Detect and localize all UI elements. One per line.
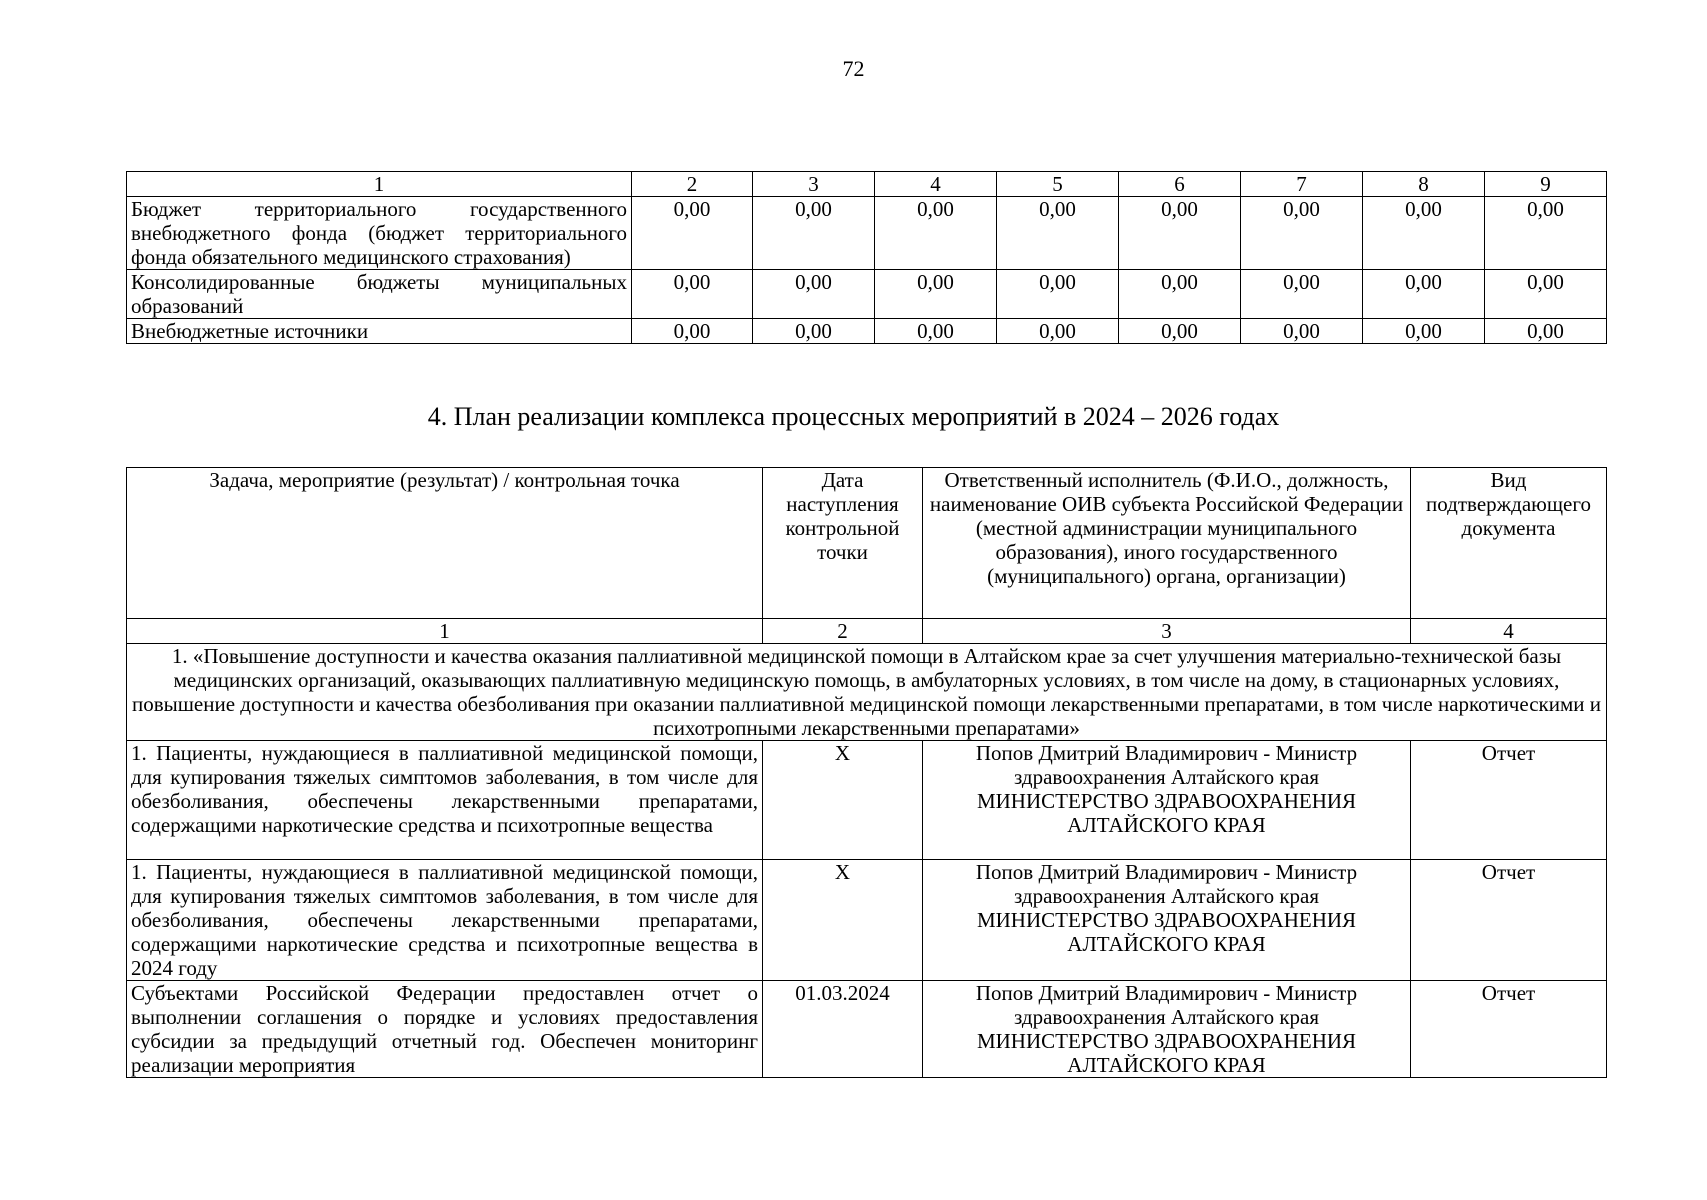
plan-header-row <box>127 468 1607 619</box>
amount-cell: 0,00 <box>997 270 1119 319</box>
column-number: 4 <box>1411 619 1607 644</box>
table-row <box>127 981 1607 1078</box>
responsible-org: МИНИСТЕРСТВО ЗДРАВООХРАНЕНИЯ АЛТАЙСКОГО КРАЯ <box>976 789 1357 837</box>
amount-cell: 0,00 <box>632 270 753 319</box>
document-cell: Отчет <box>1411 981 1607 1078</box>
amount-cell: 0,00 <box>1485 270 1607 319</box>
responsible-person: Попов Дмитрий Владимирович - Министр здравоохранения Алтайского края <box>975 860 1358 908</box>
column-number: 7 <box>1241 172 1363 197</box>
responsible-org: МИНИСТЕРСТВО ЗДРАВООХРАНЕНИЯ АЛТАЙСКОГО КРАЯ <box>976 908 1357 956</box>
column-number: 4 <box>875 172 997 197</box>
amount-cell: 0,00 <box>1241 319 1363 344</box>
funding-source: Бюджет территориального государственного внебюджетного фонда (бюджет территориального фонда обязательного медицинского страхования) <box>127 197 632 270</box>
header-document: Вид подтверждающего документа <box>1411 468 1607 619</box>
date-cell: 01.03.2024 <box>763 981 923 1078</box>
table-row <box>127 197 1607 270</box>
header-task: Задача, мероприятие (результат) / контрольная точка <box>127 468 763 619</box>
amount-cell: 0,00 <box>1119 319 1241 344</box>
header-responsible: Ответственный исполнитель (Ф.И.О., должность, наименование ОИВ субъекта Российской Федерации (местной администрации муниципального образования), иного государственного (муниципального) органа, организации) <box>923 468 1411 619</box>
table-row <box>127 741 1607 860</box>
amount-cell: 0,00 <box>632 197 753 270</box>
amount-cell: 0,00 <box>875 319 997 344</box>
responsible-org: МИНИСТЕРСТВО ЗДРАВООХРАНЕНИЯ АЛТАЙСКОГО КРАЯ <box>976 1029 1357 1077</box>
amount-cell: 0,00 <box>1119 270 1241 319</box>
responsible-cell <box>923 981 1411 1078</box>
budget-table <box>126 171 1607 344</box>
amount-cell: 0,00 <box>875 270 997 319</box>
document-cell: Отчет <box>1411 741 1607 860</box>
task-description: 1. «Повышение доступности и качества оказания паллиативной медицинской помощи в Алтайском крае за счет улучшения материально-технической базы медицинских организаций, оказывающих паллиативную медицинскую помощь, в амбулаторных условиях, в том числе на дому, в стационарных условиях, повышение доступности и качества обезболивания при оказании паллиативной медицинской помощи лекарственными препаратами, в том числе наркотическими и психотропными лекарственными препаратами» <box>127 644 1607 741</box>
amount-cell: 0,00 <box>753 270 875 319</box>
column-number: 2 <box>632 172 753 197</box>
date-cell: X <box>763 741 923 860</box>
amount-cell: 0,00 <box>1363 319 1485 344</box>
amount-cell: 0,00 <box>1485 319 1607 344</box>
funding-source: Внебюджетные источники <box>127 319 632 344</box>
column-number: 6 <box>1119 172 1241 197</box>
responsible-cell <box>923 741 1411 860</box>
amount-cell: 0,00 <box>997 197 1119 270</box>
column-number: 3 <box>923 619 1411 644</box>
table-row <box>127 270 1607 319</box>
column-number: 3 <box>753 172 875 197</box>
amount-cell: 0,00 <box>1363 270 1485 319</box>
document-cell: Отчет <box>1411 860 1607 981</box>
column-number: 1 <box>127 619 763 644</box>
plan-table <box>126 467 1607 1078</box>
page-number: 72 <box>842 56 865 81</box>
responsible-person: Попов Дмитрий Владимирович - Министр здравоохранения Алтайского края <box>975 981 1358 1029</box>
budget-header-row <box>127 172 1607 197</box>
amount-cell: 0,00 <box>997 319 1119 344</box>
amount-cell: 0,00 <box>753 319 875 344</box>
amount-cell: 0,00 <box>753 197 875 270</box>
funding-source: Консолидированные бюджеты муниципальных образований <box>127 270 632 319</box>
amount-cell: 0,00 <box>632 319 753 344</box>
responsible-person: Попов Дмитрий Владимирович - Министр здравоохранения Алтайского края <box>975 741 1358 789</box>
column-number: 2 <box>763 619 923 644</box>
table-row <box>127 319 1607 344</box>
column-number: 1 <box>127 172 632 197</box>
responsible-cell <box>923 860 1411 981</box>
column-number: 9 <box>1485 172 1607 197</box>
task-row <box>127 644 1607 741</box>
date-cell: X <box>763 860 923 981</box>
table-row <box>127 860 1607 981</box>
amount-cell: 0,00 <box>1119 197 1241 270</box>
amount-cell: 0,00 <box>1241 197 1363 270</box>
header-date: Дата наступления контрольной точки <box>763 468 923 619</box>
measure-text: Субъектами Российской Федерации предоставлен отчет о выполнении соглашения о порядке и условиях предоставления субсидии за предыдущий отчетный год. Обеспечен мониторинг реализации мероприятия <box>127 981 763 1078</box>
column-number: 8 <box>1363 172 1485 197</box>
column-number: 5 <box>997 172 1119 197</box>
measure-text: 1. Пациенты, нуждающиеся в паллиативной медицинской помощи, для купирования тяжелых симптомов заболевания, в том числе для обезболивания, обеспечены лекарственными препаратами, содержащими наркотические средства и психотропные вещества <box>127 741 763 860</box>
column-number-row <box>127 619 1607 644</box>
amount-cell: 0,00 <box>875 197 997 270</box>
section-title: 4. План реализации комплекса процессных мероприятий в 2024 – 2026 годах <box>427 402 1280 431</box>
amount-cell: 0,00 <box>1363 197 1485 270</box>
amount-cell: 0,00 <box>1241 270 1363 319</box>
amount-cell: 0,00 <box>1485 197 1607 270</box>
measure-text: 1. Пациенты, нуждающиеся в паллиативной медицинской помощи, для купирования тяжелых симптомов заболевания, в том числе для обезболивания, обеспечены лекарственными препаратами, содержащими наркотические средства и психотропные вещества в 2024 году <box>127 860 763 981</box>
